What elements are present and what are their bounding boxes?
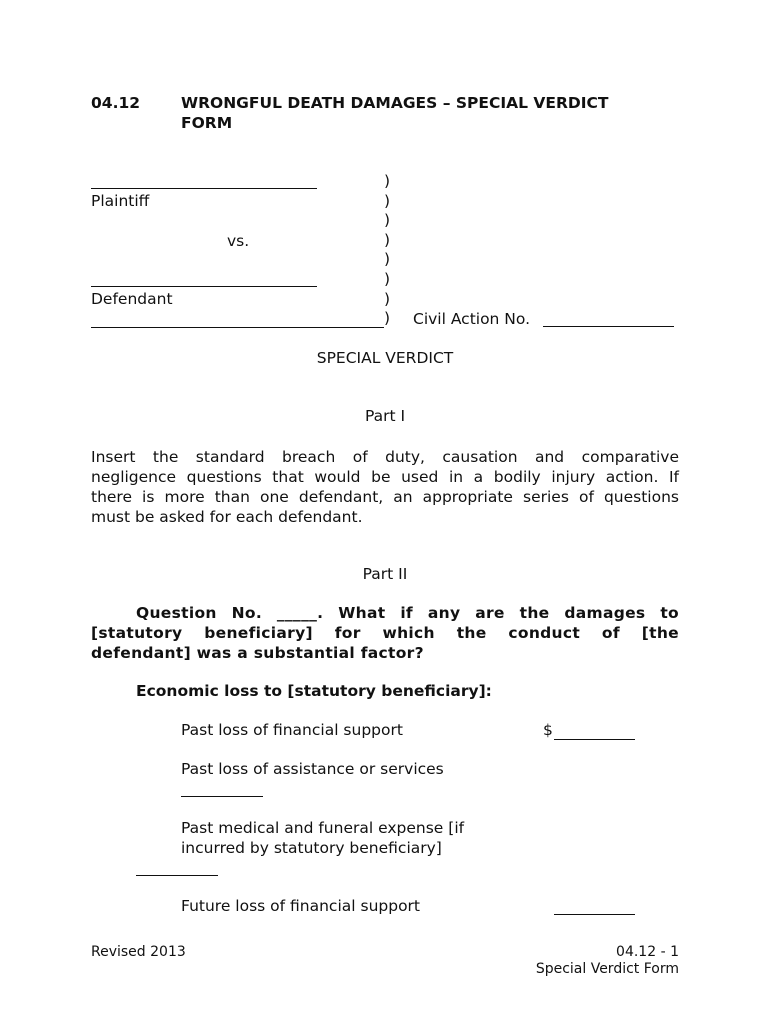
section-number: 04.12 — [91, 94, 141, 112]
medical-funeral-label: Past medical and funeral expense [if — [181, 819, 465, 837]
part-one-instructions — [91, 447, 679, 527]
medical-funeral-field[interactable] — [136, 875, 218, 876]
past-financial-support-label: Past loss of financial support — [181, 721, 403, 739]
instruction-line: negligence questions that would be used in a bodily injury action. If — [91, 468, 679, 486]
vs-label: vs. — [227, 232, 250, 250]
question-line: [statutory beneficiary] for which the conduct of [the — [91, 624, 679, 642]
revised-date: Revised 2013 — [91, 944, 186, 960]
instruction-line: Insert the standard breach of duty, causation and comparative — [91, 448, 679, 466]
page-title-continued: FORM — [181, 114, 233, 132]
caption-paren: ) — [384, 289, 391, 308]
future-financial-support-field[interactable] — [554, 914, 635, 915]
future-financial-support-label: Future loss of financial support — [181, 897, 421, 915]
caption-paren: ) — [384, 309, 391, 328]
special-verdict-title: SPECIAL VERDICT — [316, 349, 454, 367]
question-line: defendant] was a substantial factor? — [91, 644, 424, 662]
caption-paren: ) — [384, 172, 391, 190]
instruction-line: must be asked for each defendant. — [91, 508, 363, 526]
defendant-signature-line — [91, 286, 317, 287]
caption-paren: ) — [384, 191, 391, 210]
question-line: Question No. _____. What if any are the damages to — [136, 604, 679, 622]
civil-action-number-field[interactable] — [543, 326, 674, 327]
page-number: 04.12 - 1 — [616, 944, 679, 960]
civil-action-label: Civil Action No. — [413, 310, 531, 328]
plaintiff-label: Plaintiff — [91, 192, 150, 210]
plaintiff-signature-line — [91, 188, 317, 189]
caption-paren: ) — [384, 211, 391, 230]
past-assistance-field[interactable] — [181, 796, 263, 797]
defendant-label: Defendant — [91, 290, 173, 308]
instruction-line: there is more than one defendant, an appropriate series of questions — [91, 488, 679, 506]
caption-paren: ) — [384, 230, 391, 249]
economic-loss-heading: Economic loss to [statutory beneficiary]: — [136, 682, 492, 700]
medical-funeral-label-continued: incurred by statutory beneficiary] — [181, 839, 442, 857]
part-one-heading: Part I — [364, 407, 406, 425]
page-title: WRONGFUL DEATH DAMAGES – SPECIAL VERDICT — [181, 94, 609, 112]
caption-paren: ) — [384, 250, 391, 269]
form-name: Special Verdict Form — [535, 961, 679, 977]
caption-paren: ) — [384, 270, 391, 288]
part-two-heading: Part II — [362, 565, 408, 583]
damages-question — [91, 603, 679, 663]
past-financial-support-field[interactable] — [554, 739, 635, 740]
dollar-sign: $ — [543, 721, 553, 739]
past-assistance-label: Past loss of assistance or services — [181, 760, 444, 778]
caption-bottom-line — [91, 327, 384, 328]
